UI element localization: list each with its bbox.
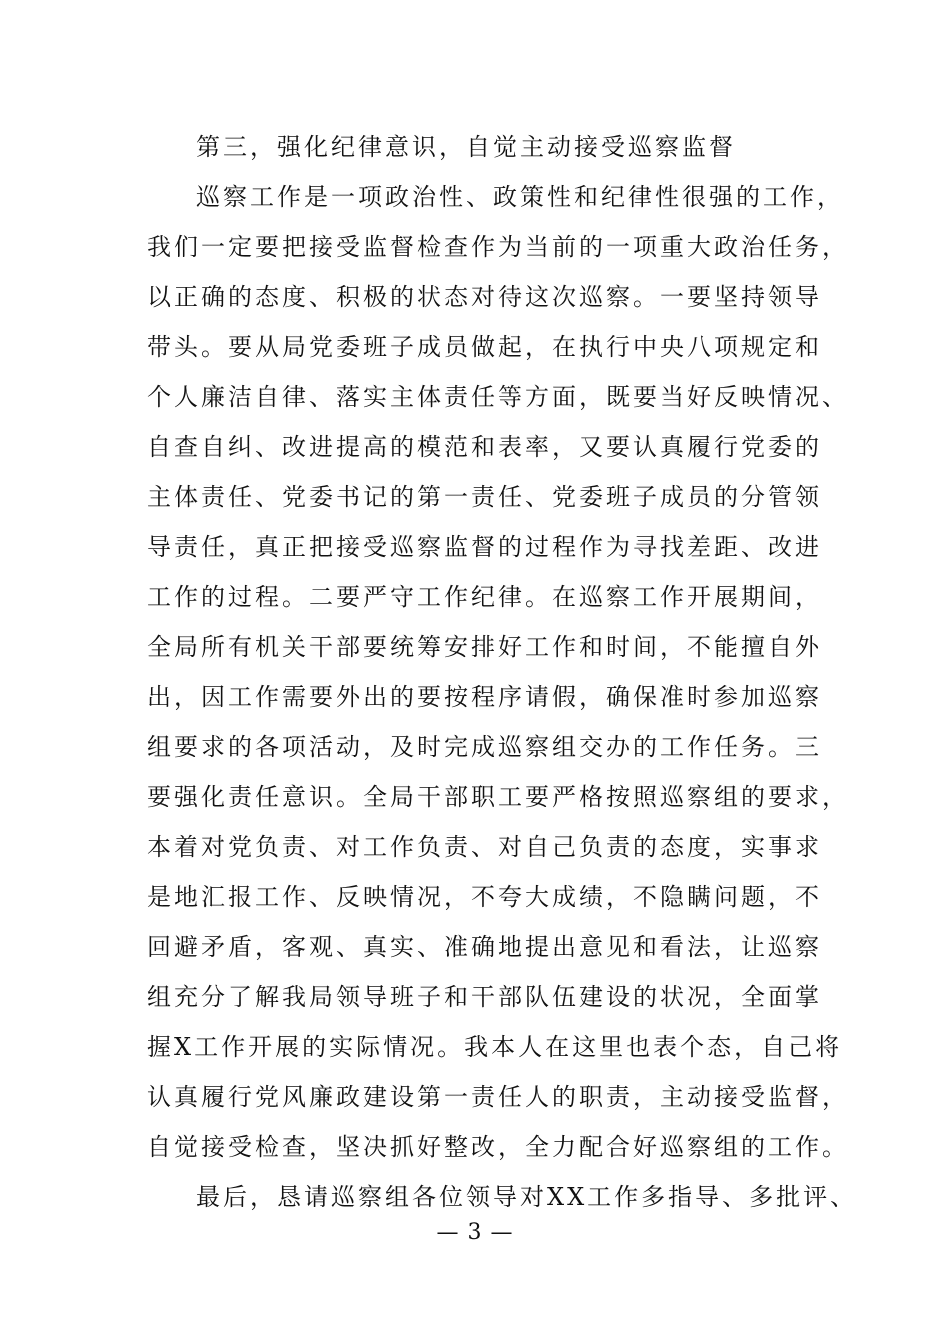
paragraph-line: 出，因工作需要外出的要按程序请假，确保准时参加巡察 [147,683,822,711]
paragraph-line: 主体责任、党委书记的第一责任、党委班子成员的分管领 [147,483,822,511]
paragraph-line: 回避矛盾，客观、真实、准确地提出意见和看法，让巡察 [147,933,822,961]
paragraph-line: 握X工作开展的实际情况。我本人在这里也表个态，自己将 [147,1033,843,1061]
paragraph-line: 是地汇报工作、反映情况，不夸大成绩，不隐瞒问题，不 [147,883,822,911]
paragraph-line: 全局所有机关干部要统筹安排好工作和时间，不能擅自外 [147,633,822,661]
paragraph-line: 个人廉洁自律、落实主体责任等方面，既要当好反映情况、 [147,383,849,411]
paragraph-line: 工作的过程。二要严守工作纪律。在巡察工作开展期间， [147,583,822,611]
paragraph-line: 组充分了解我局领导班子和干部队伍建设的状况，全面掌 [147,983,822,1011]
paragraph-line: 带头。要从局党委班子成员做起，在执行中央八项规定和 [147,333,822,361]
paragraph-line: 最后，恳请巡察组各位领导对XX工作多指导、多批评、 [196,1183,858,1211]
paragraph-line: 巡察工作是一项政治性、政策性和纪律性很强的工作， [196,183,844,211]
section-heading: 第三，强化纪律意识，自觉主动接受巡察监督 [196,133,736,161]
paragraph-line: 要强化责任意识。全局干部职工要严格按照巡察组的要求， [147,783,849,811]
paragraph-line: 认真履行党风廉政建设第一责任人的职责，主动接受监督， [147,1083,849,1111]
paragraph-line: 组要求的各项活动，及时完成巡察组交办的工作任务。三 [147,733,822,761]
paragraph-line: 以正确的态度、积极的状态对待这次巡察。一要坚持领导 [147,283,822,311]
page-number: — 3 — [436,1220,514,1245]
paragraph-line: 本着对党负责、对工作负责、对自己负责的态度，实事求 [147,833,822,861]
paragraph-line: 自觉接受检查，坚决抓好整改，全力配合好巡察组的工作。 [147,1133,849,1161]
paragraph-line: 导责任，真正把接受巡察监督的过程作为寻找差距、改进 [147,533,822,561]
paragraph-line: 我们一定要把接受监督检查作为当前的一项重大政治任务， [147,233,849,261]
paragraph-line: 自查自纠、改进提高的模范和表率，又要认真履行党委的 [147,433,822,461]
